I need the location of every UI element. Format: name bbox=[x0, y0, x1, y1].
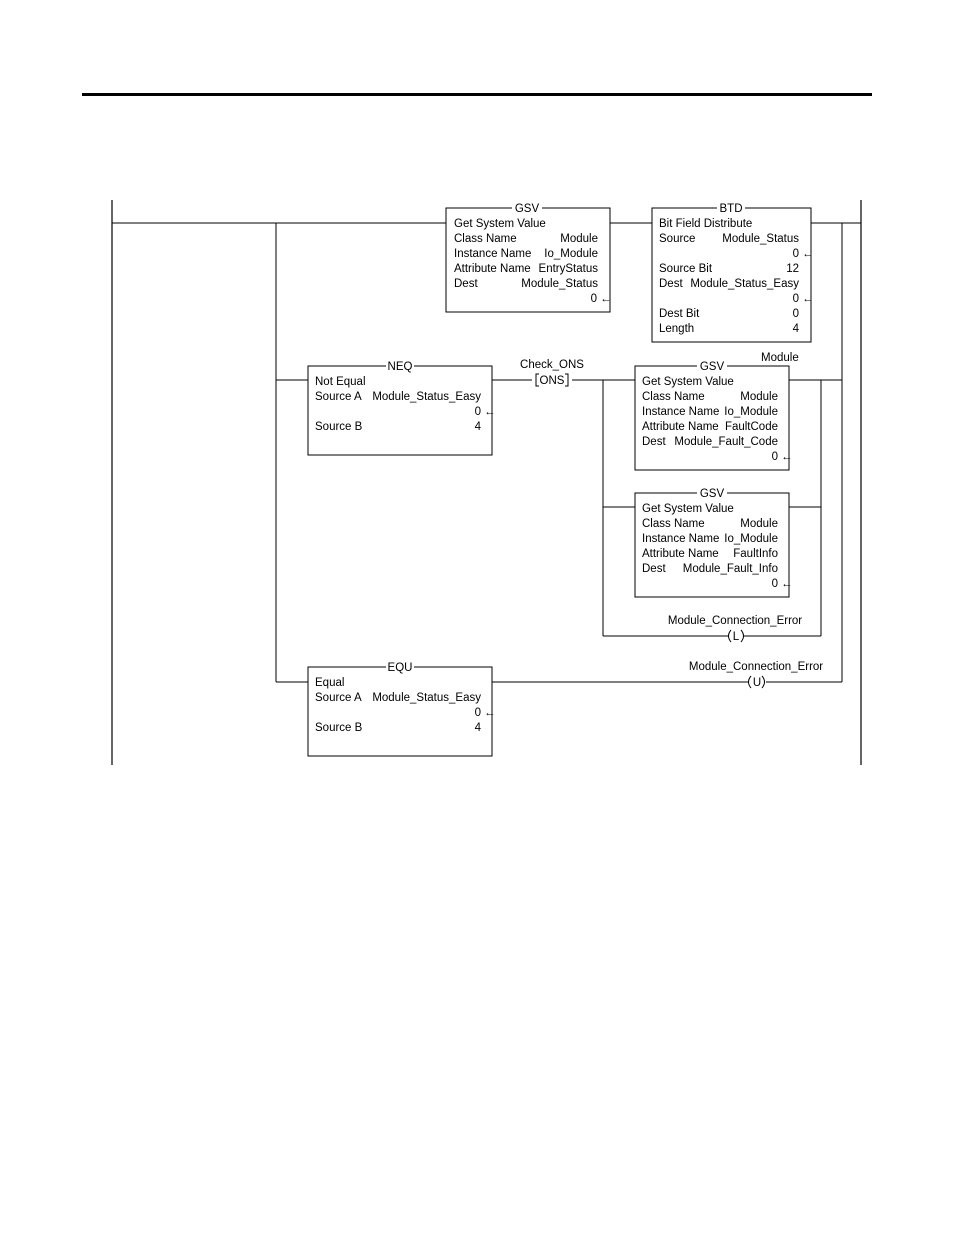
block-title: Equal bbox=[315, 677, 345, 689]
length-value: 4 bbox=[792, 323, 799, 335]
block-title: Get System Value bbox=[642, 503, 734, 515]
attribute-name-value: FaultCode bbox=[724, 421, 778, 433]
dest-tag: Module_Status_Easy bbox=[690, 278, 799, 290]
btd-block bbox=[652, 202, 814, 342]
source-a-tag: Module_Status_Easy bbox=[372, 692, 481, 704]
block-title: Get System Value bbox=[454, 218, 546, 230]
gsv-faultinfo-block bbox=[635, 487, 793, 597]
source-tag: Module_Status bbox=[722, 233, 799, 245]
ons-tag: Check_ONS bbox=[520, 359, 584, 371]
arrow-icon: ← bbox=[600, 293, 612, 305]
source-bit-value: 12 bbox=[786, 263, 799, 275]
gsv-faultcode-block bbox=[635, 360, 793, 470]
unlatch-coil bbox=[689, 661, 823, 689]
instance-name-value: Io_Module bbox=[724, 533, 778, 545]
attribute-name-label: Attribute Name bbox=[642, 548, 719, 560]
latch-symbol: L bbox=[732, 631, 740, 643]
ons-instruction bbox=[520, 359, 584, 387]
instance-name-label: Instance Name bbox=[642, 533, 720, 545]
source-b-value: 4 bbox=[474, 421, 481, 433]
arrow-icon: ← bbox=[484, 406, 496, 418]
block-title: Not Equal bbox=[315, 376, 366, 388]
source-live-value: 0 bbox=[792, 248, 799, 260]
block-title: Bit Field Distribute bbox=[659, 218, 753, 230]
source-bit-label: Source Bit bbox=[659, 263, 713, 275]
class-name-label: Class Name bbox=[454, 233, 517, 245]
dest-live-value: 0 bbox=[771, 578, 778, 590]
dest-label: Dest bbox=[659, 278, 683, 290]
dest-value: Module_Fault_Info bbox=[682, 563, 778, 575]
arrow-icon: ← bbox=[802, 248, 814, 260]
attribute-name-label: Attribute Name bbox=[642, 421, 719, 433]
module-label: Module bbox=[761, 352, 799, 364]
dest-value: Module_Fault_Code bbox=[674, 436, 778, 448]
block-title: Get System Value bbox=[642, 376, 734, 388]
instance-name-value: Io_Module bbox=[544, 248, 598, 260]
instance-name-label: Instance Name bbox=[642, 406, 720, 418]
source-a-label: Source A bbox=[315, 391, 362, 403]
arrow-icon: ← bbox=[781, 451, 793, 463]
gsv-entrystatus-block bbox=[446, 202, 612, 312]
unlatch-tag: Module_Connection_Error bbox=[688, 661, 824, 673]
length-label: Length bbox=[659, 323, 695, 335]
block-mnemonic: EQU bbox=[387, 662, 413, 674]
dest-live-value: 0 bbox=[590, 293, 597, 305]
dest-label: Dest bbox=[642, 436, 666, 448]
dest-label: Dest bbox=[454, 278, 478, 290]
source-b-label: Source B bbox=[315, 722, 363, 734]
block-mnemonic: NEQ bbox=[387, 361, 413, 373]
source-a-live-value: 0 bbox=[474, 707, 481, 719]
instance-name-value: Io_Module bbox=[724, 406, 778, 418]
ons-label: ONS bbox=[539, 375, 565, 387]
block-mnemonic: GSV bbox=[699, 361, 725, 373]
class-name-value: Module bbox=[740, 518, 778, 530]
latch-tag: Module_Connection_Error bbox=[667, 615, 803, 627]
source-b-value: 4 bbox=[474, 722, 481, 734]
class-name-value: Module bbox=[740, 391, 778, 403]
dest-value: Module_Status bbox=[521, 278, 598, 290]
dest-live-value: 0 bbox=[792, 293, 799, 305]
dest-bit-label: Dest Bit bbox=[659, 308, 700, 320]
attribute-name-label: Attribute Name bbox=[454, 263, 531, 275]
arrow-icon: ← bbox=[781, 578, 793, 590]
dest-live-value: 0 bbox=[771, 451, 778, 463]
attribute-name-value: FaultInfo bbox=[733, 548, 778, 560]
dest-label: Dest bbox=[642, 563, 666, 575]
source-b-label: Source B bbox=[315, 421, 363, 433]
arrow-icon: ← bbox=[484, 707, 496, 719]
source-label: Source bbox=[659, 233, 696, 245]
arrow-icon: ← bbox=[802, 293, 814, 305]
source-a-tag: Module_Status_Easy bbox=[372, 391, 481, 403]
unlatch-symbol: U bbox=[752, 677, 762, 689]
block-mnemonic: BTD bbox=[719, 203, 743, 215]
class-name-value: Module bbox=[560, 233, 598, 245]
block-mnemonic: GSV bbox=[699, 488, 725, 500]
latch-coil bbox=[668, 615, 802, 643]
neq-block bbox=[308, 360, 496, 455]
dest-bit-value: 0 bbox=[792, 308, 799, 320]
block-mnemonic: GSV bbox=[514, 203, 540, 215]
instance-name-label: Instance Name bbox=[454, 248, 532, 260]
class-name-label: Class Name bbox=[642, 391, 705, 403]
source-a-live-value: 0 bbox=[474, 406, 481, 418]
equ-block bbox=[308, 661, 496, 756]
class-name-label: Class Name bbox=[642, 518, 705, 530]
source-a-label: Source A bbox=[315, 692, 362, 704]
attribute-name-value: EntryStatus bbox=[538, 263, 598, 275]
